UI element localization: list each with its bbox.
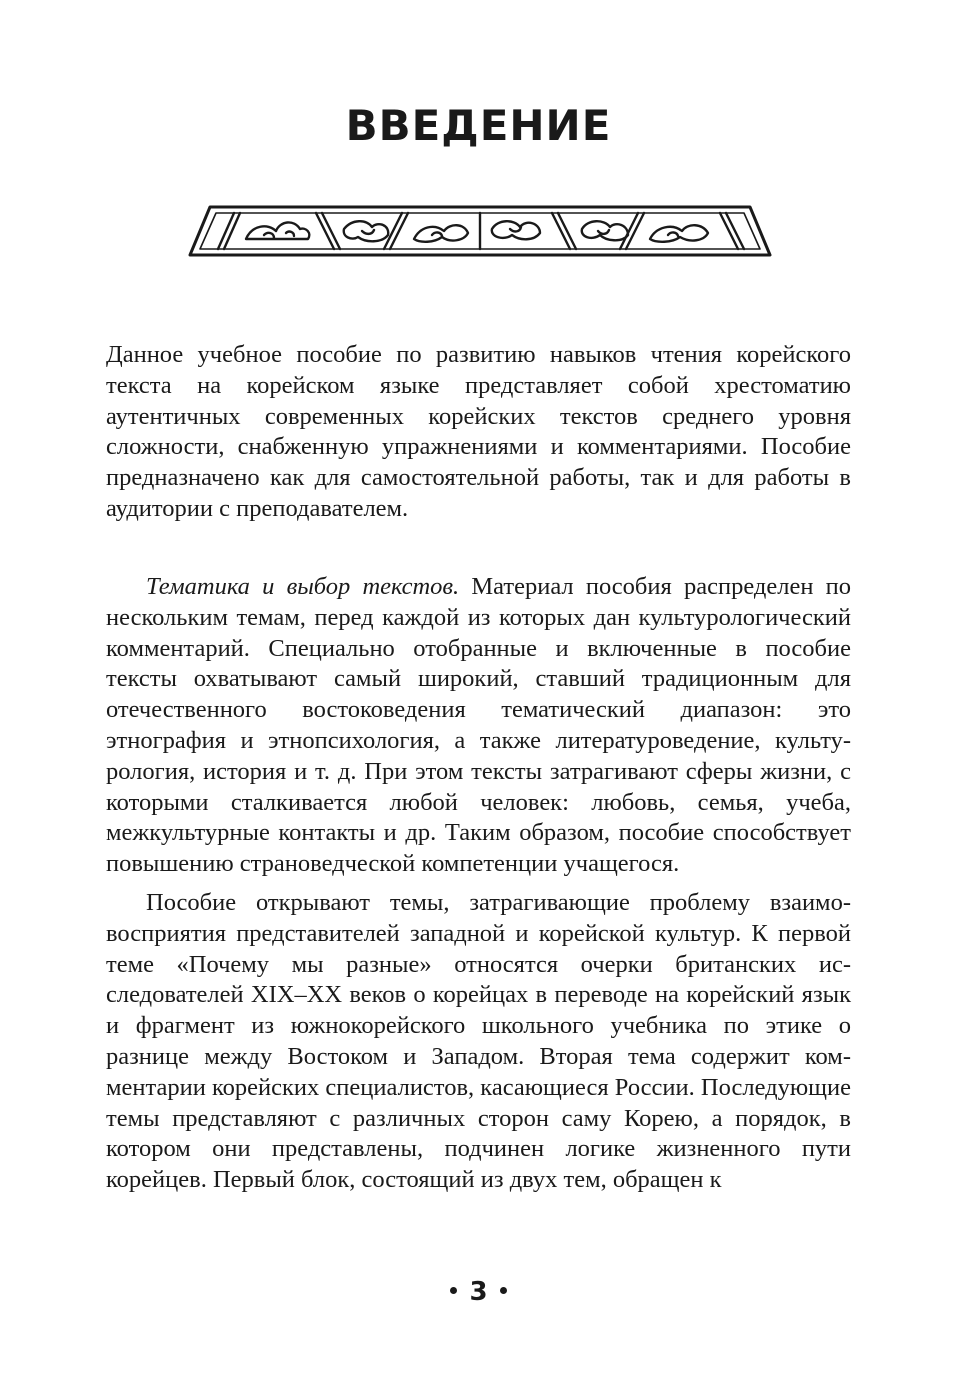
page-number: [0, 1274, 957, 1310]
cloud-wave-ornament-icon: [188, 205, 772, 257]
intro-paragraph-block: [106, 340, 851, 525]
bullet-dot-icon: [450, 1287, 457, 1294]
themes-paragraph: Пособие открывают темы, затрагивающие проблему взаимовосприятия представителей западной и корейской культур. К первой теме «Почему мы разные» относятся очерки британских исследователей XIX–XX веков о корейцах в переводе на корейский язык и фрагмент из южнокорейского школьного учебника по этике о разнице между Востоком и Западом. Вторая тема содержит комментарии корейских специалистов, касающиеся России. Последующие темы представляют с различных сторон саму Корею, а порядок, в котором они представлены, подчинен логике жизненного пути корейцев. Первый блок, состоящий из двух тем, обращен к: [106, 888, 851, 1194]
topics-lead-heading: Тематика и выбор текстов.: [146, 573, 460, 600]
bullet-dot-icon: [500, 1287, 507, 1294]
page-number-value: 3: [469, 1277, 488, 1307]
chapter-title: ВВЕДЕНИЕ: [345, 101, 612, 150]
topics-paragraph-block: [106, 572, 851, 1196]
topics-paragraph-text: Материал пособия распределен по нескольким темам, перед каждой из которых дан культурологический комментарий. Специально отобранные и включенные в пособие тексты охватывают самый широкий, ставший традиционным для отечественного востоковедения тематический диапазон: это этнография и этнопсихология, а также литературоведение, культурология, история и т. д. При этом тексты затрагивают сферы жизни, с которыми сталкивается любой человек: любовь, семья, учеба, межкультурные контакты и др. Таким образом, пособие способствует повышению страноведческой компетенции учащегося.: [106, 573, 851, 878]
topics-paragraph: [106, 572, 851, 880]
intro-paragraph: Данное учебное пособие по развитию навыков чтения корейского текста на корейском языке представляет собой хрестоматию аутентичных современных корейских текстов среднего уровня сложности, снабженную упражнениями и комментариями. Пособие предназначено как для самостоятельной работы, так и для работы в аудитории с преподавателем.: [106, 341, 851, 522]
